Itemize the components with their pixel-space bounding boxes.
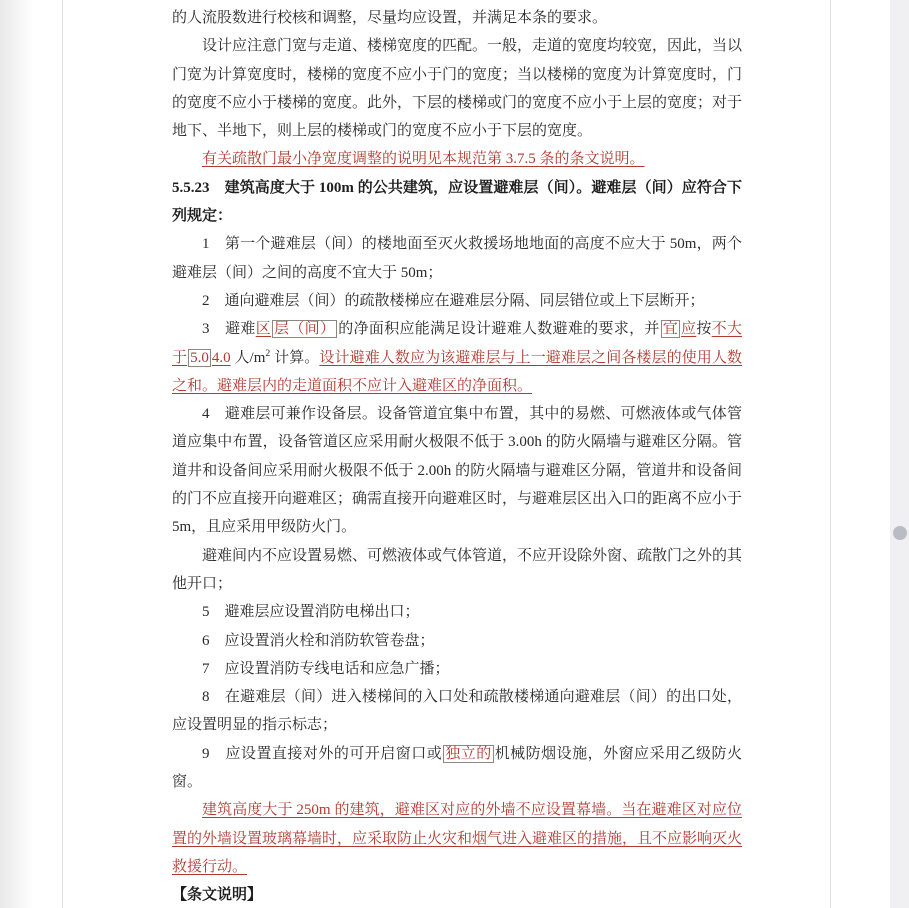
- scrollbar-thumb-dot[interactable]: [893, 526, 907, 540]
- page-left-shadow: [0, 0, 34, 908]
- item-7: 7 应设置消防专线电话和应急广播；: [202, 660, 450, 677]
- paragraph-door-width-design-note: 设计应注意门宽与走道、楼梯宽度的匹配。一般，走道的宽度均较宽，因此，当以门宽为计算宽度时，楼梯的宽度不应小于门的宽度；当以楼梯的宽度为计算宽度时，门的宽度不应小于楼梯的宽度。此外，下层的楼梯或门的宽度不应小于上层的宽度；对于地下、半地下，则上层的楼梯或门的宽度不应小于下层的宽度。: [172, 38, 743, 140]
- clause-5-5-23-heading: 5.5.23 建筑高度大于 100m 的公共建筑，应设置避难层（间）。避难层（间）应符合下列规定：: [172, 179, 742, 225]
- scrollbar-track[interactable]: [890, 0, 909, 908]
- page-left-edge-line: [62, 0, 63, 908]
- item-8: 8 在避难层（间）进入楼梯间的入口处和疏散楼梯通向避难层（间）的出口处，应设置明显的指示标志；: [172, 689, 742, 734]
- item-2: 2 通向避难层（间）的疏散楼梯应在避难层分隔、同层错位或上下层断开；: [202, 292, 705, 309]
- item-5: 5 避难层应设置消防电梯出口；: [202, 604, 420, 621]
- item-6: 6 应设置消火栓和消防软管卷盘；: [202, 632, 435, 649]
- paragraph-revision-reference-note: 有关疏散门最小净宽度调整的说明见本规范第 3.7.5 条的条文说明。: [202, 151, 645, 168]
- paragraph-refuge-room-restrictions: 避难间内不应设置易燃、可燃液体或气体管道，不应开设除外窗、疏散门之外的其他开口；: [172, 547, 743, 592]
- page-right-edge-line: [830, 0, 831, 908]
- document-page-content[interactable]: [172, 0, 742, 908]
- paragraph-continued-from-previous-page: 的人流股数进行校核和调整，尽量均应设置，并满足本条的要求。: [172, 10, 608, 26]
- item-3: 3 避难区 层（间） 的净面积应能满足设计避难人数避难的要求，并 宜 应按不大于 5.0 4.0 人$/m^2$ 计算。设计避难人数应为该避难层与上一避难层之间各楼层的使用人数之和。避难层内的走道面积不应计入避难区的净面积。: [172, 321, 742, 394]
- paragraph-250m-curtain-wall-rule: 建筑高度大于 250m 的建筑，避难区对应的外墙不应设置幕墙。当在避难区对应位置的外墙设置玻璃幕墙时，应采取防止火灾和烟气进入避难区的措施，且不应影响灭火救援行动。: [172, 802, 743, 875]
- label-clause-commentary: 【条文说明】: [172, 887, 263, 904]
- item-4: 4 避难层可兼作设备层。设备管道宜集中布置，其中的易燃、可燃液体或气体管道应集中布置，设备管道区应采用耐火极限不低于 3.00h 的防火隔墙与避难区分隔。管道井和设备间应采用耐火极限不低于 2.00h 的防火隔墙与避难区分隔，管道井和设备间的门不应直接开向避难区；确需直接开向避难区时，与避难层区出入口的距离不应小于 5m，且应采用甲级防火门。: [172, 406, 743, 536]
- item-1: 1 第一个避难层（间）的楼地面至灭火救援场地地面的高度不应大于 50m，两个避难层（间）之间的高度不宜大于 50m；: [172, 236, 742, 281]
- item-9: 9 应设置直接对外的可开启窗口或 独立的 机械防烟设施，外窗应采用乙级防火窗。: [172, 745, 742, 791]
